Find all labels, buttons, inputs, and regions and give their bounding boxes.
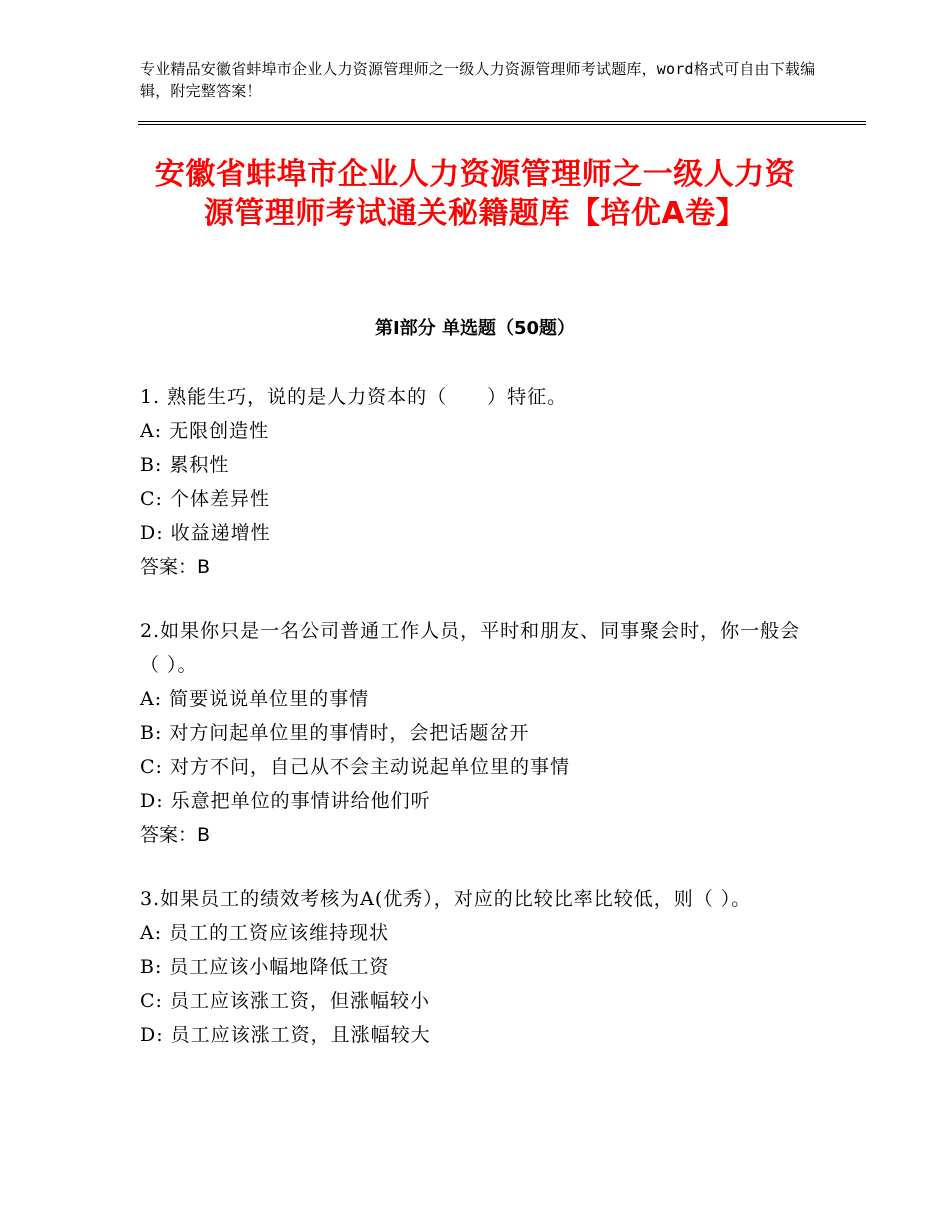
option-a: A: 员工的工资应该维持现状 [140,922,390,944]
answer-line: 答案：B [140,556,211,578]
option-a: A: 简要说说单位里的事情 [140,688,370,710]
question-2 [140,614,810,852]
option-a: A: 无限创造性 [140,420,270,442]
option-d: D: 乐意把单位的事情讲给他们听 [140,790,431,812]
option-b: B: 员工应该小幅地降低工资 [140,956,390,978]
option-c: C: 对方不问，自己从不会主动说起单位里的事情 [140,756,570,778]
option-b: B: 对方问起单位里的事情时，会把话题岔开 [140,722,530,744]
question-3 [140,882,810,1052]
question-stem: 3.如果员工的绩效考核为A(优秀），对应的比较比率比较低，则（ ）。 [140,888,752,910]
option-d: D: 收益递增性 [140,522,271,544]
question-stem: 1. 熟能生巧，说的是人力资本的（ ）特征。 [140,386,568,408]
section-heading: 第Ⅰ部分 单选题（50题） [374,318,575,339]
answer-line: 答案：B [140,824,211,846]
option-b: B: 累积性 [140,454,230,476]
option-c: C: 员工应该涨工资，但涨幅较小 [140,990,430,1012]
option-c: C: 个体差异性 [140,488,270,510]
option-d: D: 员工应该涨工资，且涨幅较大 [140,1024,431,1046]
question-list [140,380,810,1082]
header-note: 专业精品安徽省蚌埠市企业人力资源管理师之一级人力资源管理师考试题库，word格式可自由下载编辑，附完整答案！ [140,60,816,100]
header-divider [138,121,866,125]
document-title: 安徽省蚌埠市企业人力资源管理师之一级人力资源管理师考试通关秘籍题库【培优A卷】 [154,157,796,231]
question-1 [140,380,810,584]
question-stem: 2.如果你只是一名公司普通工作人员，平时和朋友、同事聚会时，你一般会（ ）。 [140,620,801,676]
